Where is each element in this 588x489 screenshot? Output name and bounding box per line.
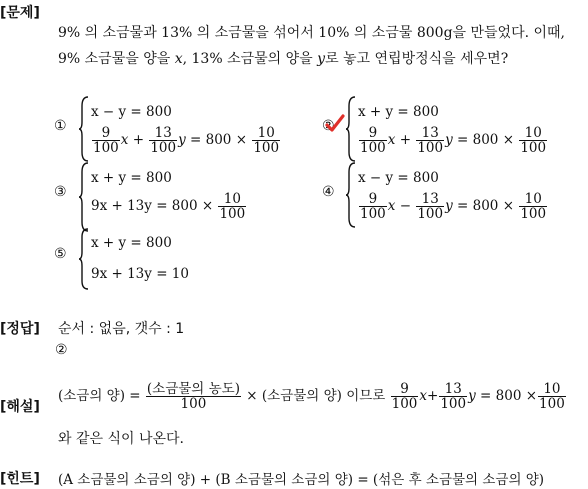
hint-text: (A 소금물의 소금의 양) + (B 소금물의 소금의 양) = (섞은 후 소금물의 소금의 양) — [58, 472, 545, 488]
answer-label: [정답] — [0, 321, 40, 337]
option-4-number[interactable]: ④ — [322, 184, 335, 200]
option-1-brace — [78, 96, 90, 162]
var-y: y — [317, 51, 326, 67]
option-5-eq1: x + y = 800 — [91, 235, 172, 251]
problem-line-2-post: 로 놓고 연립방정식을 세우면? — [325, 51, 509, 67]
explanation-label: [해설] — [0, 399, 40, 415]
problem-line-1: 9% 의 소금물과 13% 의 소금물을 섞어서 10% 의 소금물 800g을 만들었다. 이때, — [58, 25, 566, 41]
option-1-eq1: x − y = 800 — [91, 104, 172, 120]
option-1-eq2: $\frac{9}{100}$ x + $\frac{13}{100}$ y = 800 × $\frac{10}{100}$ — [93, 125, 280, 157]
option-2-number[interactable]: ② — [322, 118, 335, 134]
option-3-brace — [78, 162, 90, 232]
option-5-brace — [78, 228, 90, 290]
option-3-eq1: x + y = 800 — [91, 170, 172, 186]
option-3-eq2: 9x + 13y = 800 × $\frac{10}{100}$ — [91, 191, 246, 223]
explanation-formula: (소금의 양) = $\frac{\text{(소금물의 농도)}}{100}$ × (소금물의 양) 이므로 $\frac{9}{100}$ x+ $\frac{13}{100}$ y = 800 × $\frac{10}{100}$ — [58, 381, 565, 413]
option-2-brace — [345, 96, 357, 162]
hint-label: [힌트] — [0, 471, 40, 487]
option-2-eq1: x + y = 800 — [358, 104, 439, 120]
option-3-number[interactable]: ③ — [54, 184, 67, 200]
option-5-eq2: 9x + 13y = 10 — [91, 266, 189, 282]
problem-line-2-mid: , 13% 소금물의 양을 — [182, 51, 318, 67]
problem-label: [문제] — [0, 5, 40, 21]
explanation-line-2: 와 같은 식이 나온다. — [58, 431, 184, 447]
option-4-eq1: x − y = 800 — [358, 170, 439, 186]
option-1-number[interactable]: ① — [54, 118, 67, 134]
option-2-eq2: $\frac{9}{100}$ x + $\frac{13}{100}$ y = 800 × $\frac{10}{100}$ — [360, 125, 547, 157]
var-x: x — [174, 51, 183, 67]
answer-meta: 순서 : 없음, 갯수 : 1 — [58, 321, 185, 337]
option-5-number[interactable]: ⑤ — [54, 246, 67, 262]
check-mark-icon — [325, 114, 345, 134]
option-4-eq2: $\frac{9}{100}$ x − $\frac{13}{100}$ y = 800 × $\frac{10}{100}$ — [360, 191, 547, 223]
option-4-brace — [345, 162, 357, 228]
answer-value: ② — [55, 342, 68, 358]
problem-line-2: 9% 소금물을 양을 x, 13% 소금물의 양을 y로 놓고 연립방정식을 세우면? — [58, 51, 509, 67]
